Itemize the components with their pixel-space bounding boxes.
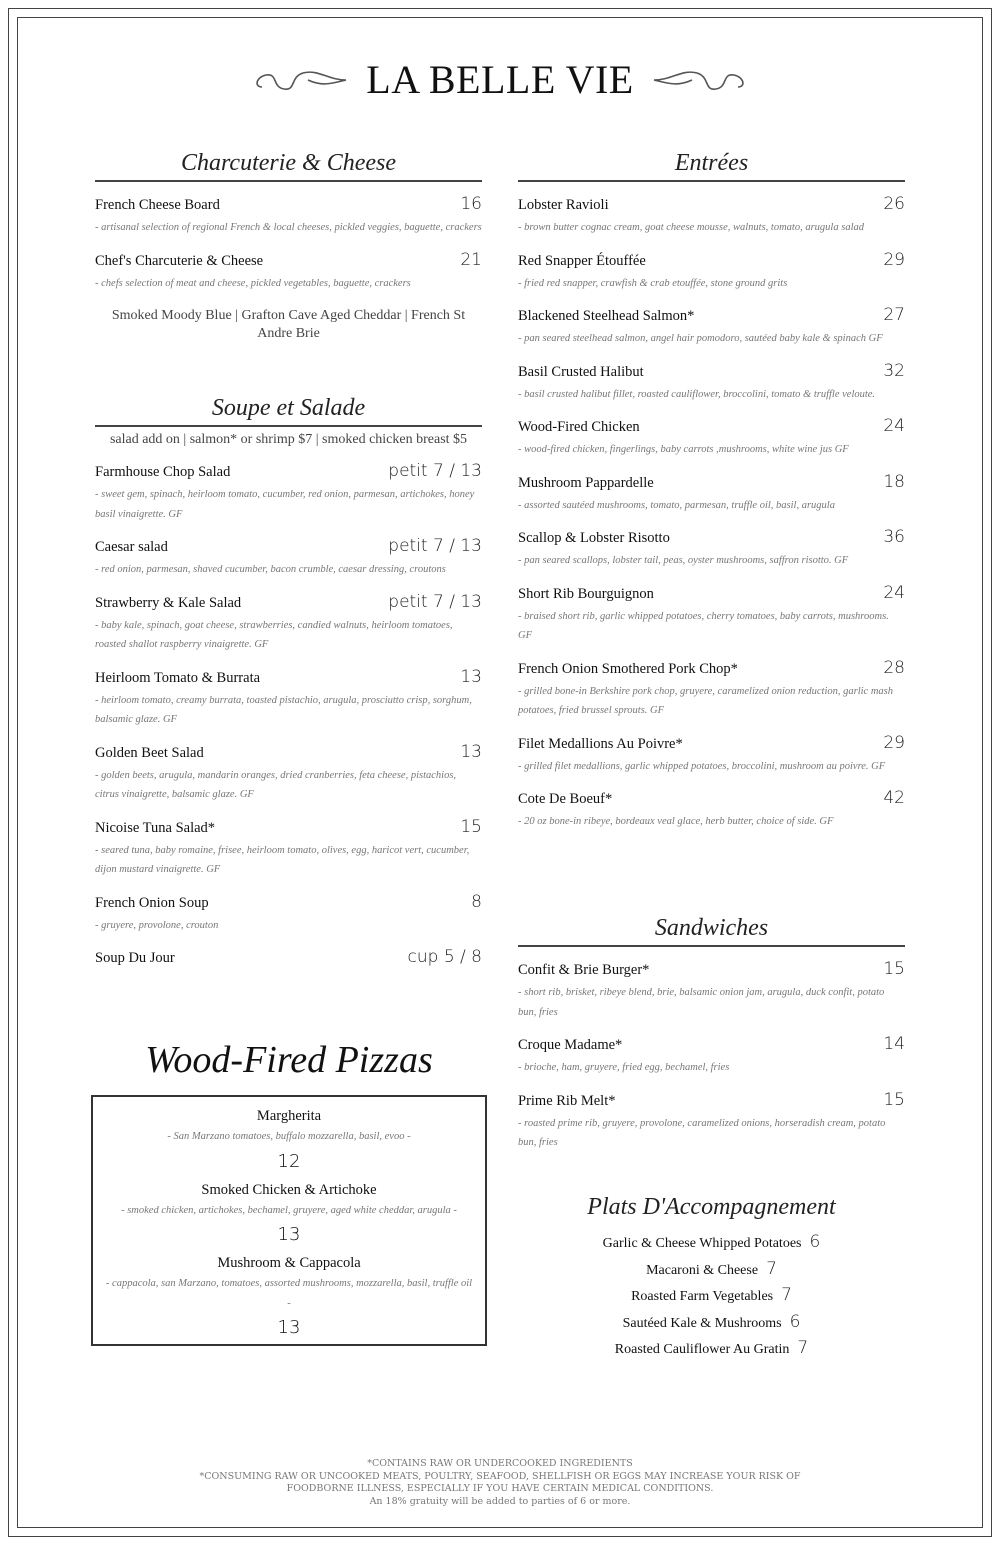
pizza-name: Mushroom & Cappacola <box>217 1255 361 1271</box>
pizza-item <box>93 1105 485 1177</box>
item-name: Red Snapper Étouffée <box>518 252 646 269</box>
item-name: Basil Crusted Halibut <box>518 363 644 380</box>
item-name: Heirloom Tomato & Burrata <box>95 669 261 686</box>
side-price: 7 <box>766 1258 777 1279</box>
item-price: 15 <box>460 816 482 837</box>
item-row <box>95 817 482 841</box>
menu-item <box>518 305 905 349</box>
item-row <box>518 472 905 496</box>
side-item <box>518 1259 905 1286</box>
sides-section <box>518 1190 905 1365</box>
item-row <box>518 305 905 329</box>
side-name: Roasted Cauliflower Au Gratin <box>614 1342 790 1357</box>
menu-item <box>95 817 482 880</box>
divider <box>95 180 482 182</box>
item-description: - assorted sautéed mushrooms, tomato, parmesan, truffle oil, basil, arugula <box>518 499 835 511</box>
item-price: 13 <box>460 741 482 762</box>
charcuterie-section <box>95 146 482 343</box>
item-description: - chefs selection of meat and cheese, pickled vegetables, baguette, crackers <box>95 277 411 289</box>
cheese-list: Smoked Moody Blue | Grafton Cave Aged Cheddar | French St Andre Brie <box>111 308 466 341</box>
side-price: 7 <box>781 1285 792 1305</box>
item-description: - golden beets, arugula, mandarin oranges, dried cranberries, feta cheese, pistachios, citrus vinaigrette, balsamic glaze. GF <box>95 769 457 800</box>
item-price: cup 5 / 8 <box>407 947 482 967</box>
item-row <box>95 194 482 218</box>
menu-item <box>518 959 905 1022</box>
section-heading: Soupe et Salade <box>211 395 366 421</box>
item-name: Blackened Steelhead Salmon* <box>518 308 695 324</box>
section-heading: Entrées <box>674 150 749 176</box>
item-description: - pan seared steelhead salmon, angel hair pomodoro, sautéed baby kale & spinach GF <box>518 333 883 344</box>
menu-item <box>95 536 482 580</box>
raw-notice: *CONTAINS RAW OR UNDERCOOKED INGREDIENTS <box>367 1458 633 1469</box>
side-name: Macaroni & Cheese <box>646 1262 759 1278</box>
menu-item <box>95 947 482 971</box>
item-name: Soup Du Jour <box>95 950 175 966</box>
menu-item <box>95 892 482 936</box>
item-price: 36 <box>883 527 905 547</box>
pizza-price: 12 <box>277 1150 301 1172</box>
sandwiches-section <box>518 911 905 1165</box>
section-heading: Plats D'Accompagnement <box>587 1194 836 1220</box>
item-description: - fried red snapper, crawfish & crab etouffée, stone ground grits <box>518 277 788 289</box>
restaurant-title <box>0 52 1000 103</box>
pizza-item <box>93 1179 485 1251</box>
pizza-name: Margherita <box>256 1108 322 1124</box>
side-name: Sautéed Kale & Mushrooms <box>622 1315 782 1331</box>
entrees-section <box>518 146 905 844</box>
menu-item <box>518 788 905 832</box>
item-row <box>518 250 905 274</box>
item-description: - seared tuna, baby romaine, frisee, heirloom tomato, olives, egg, haricot vert, cucumber, dijon mustard vinaigrette. GF <box>95 844 470 875</box>
item-price: 15 <box>883 959 905 979</box>
pizza-name: Smoked Chicken & Artichoke <box>201 1181 377 1198</box>
pizza-description: - cappacola, san Marzano, tomatoes, assorted mushrooms, mozzarella, basil, truffle oil - <box>105 1278 473 1309</box>
item-row <box>518 1034 905 1058</box>
item-price: 14 <box>883 1034 905 1054</box>
item-row <box>95 947 482 971</box>
flourish-left-icon <box>248 65 348 95</box>
item-name: Scallop & Lobster Risotto <box>518 530 670 546</box>
item-name: Strawberry & Kale Salad <box>95 594 242 611</box>
item-price: 42 <box>883 788 905 808</box>
item-price: 29 <box>883 249 905 270</box>
divider <box>518 180 905 182</box>
item-row <box>518 583 905 607</box>
menu-item <box>518 194 905 238</box>
footer-disclaimer <box>0 1458 1000 1508</box>
item-name: French Onion Soup <box>95 894 209 911</box>
pizza-item <box>93 1252 485 1343</box>
item-description: - basil crusted halibut fillet, roasted cauliflower, broccolini, tomato & truffle veloute. <box>518 388 876 400</box>
item-name: Nicoise Tuna Salad* <box>95 819 216 836</box>
side-item <box>518 1285 905 1312</box>
item-description: - heirloom tomato, creamy burrata, toasted pistachio, arugula, prosciutto crisp, sorghum, balsamic glaze. GF <box>95 694 472 725</box>
item-price: 18 <box>883 471 905 492</box>
item-name: French Cheese Board <box>95 197 220 213</box>
pizza-heading: Wood-Fired Pizzas <box>145 1039 433 1081</box>
menu-item <box>518 583 905 646</box>
item-name: Caesar salad <box>95 539 168 555</box>
item-description: - short rib, brisket, ribeye blend, brie, balsamic onion jam, arugula, duck confit, potato bun, fries <box>518 987 885 1018</box>
item-name: Filet Medallions Au Poivre* <box>518 735 683 752</box>
side-price: 6 <box>809 1232 821 1252</box>
consumer-advisory: *CONSUMING RAW OR UNCOOKED MEATS, POULTRY, SEAFOOD, SHELLFISH OR EGGS MAY INCREASE YOUR RISK OF FOODBORNE ILLNESS, ESPECIALLY IF YOU HAVE CERTAIN MEDICAL CONDITIONS. <box>199 1470 801 1494</box>
item-price: 8 <box>471 891 482 912</box>
menu-item <box>95 592 482 655</box>
divider <box>95 425 482 427</box>
item-name: Wood-Fired Chicken <box>518 419 640 435</box>
item-price: 29 <box>883 732 905 753</box>
item-name: Lobster Ravioli <box>518 197 609 213</box>
item-row <box>518 658 905 682</box>
item-description: - 20 oz bone-in ribeye, bordeaux veal glace, herb butter, choice of side. GF <box>518 816 834 827</box>
menu-item <box>518 250 905 294</box>
item-description: - wood-fired chicken, fingerlings, baby carrots ,mushrooms, white wine jus GF <box>518 444 849 455</box>
item-row <box>518 361 905 385</box>
section-heading: Charcuterie & Cheese <box>180 150 397 176</box>
pizza-description: - smoked chicken, artichokes, bechamel, gruyere, aged white cheddar, arugula - <box>121 1204 457 1216</box>
item-description: - grilled bone-in Berkshire pork chop, gruyere, caramelized onion reduction, garlic mash potatoes, fried brussel sprouts. GF <box>518 685 894 716</box>
item-row <box>95 250 482 274</box>
menu-item <box>95 194 482 238</box>
item-name: Golden Beet Salad <box>95 744 204 761</box>
soupe-section <box>95 391 482 983</box>
menu-item <box>518 733 905 777</box>
item-row <box>518 1090 905 1114</box>
item-price: 24 <box>883 582 905 603</box>
side-name: Garlic & Cheese Whipped Potatoes <box>602 1236 802 1251</box>
side-item <box>518 1338 905 1365</box>
item-description: - braised short rib, garlic whipped potatoes, cherry tomatoes, baby carrots, mushrooms. GF <box>518 610 889 641</box>
item-price: 15 <box>883 1089 905 1110</box>
item-name: French Onion Smothered Pork Chop* <box>518 660 738 677</box>
item-name: Farmhouse Chop Salad <box>95 464 231 480</box>
item-row <box>95 742 482 766</box>
side-item <box>518 1232 905 1259</box>
section-heading: Sandwiches <box>654 915 769 941</box>
item-price: 28 <box>883 657 905 678</box>
item-description: - artisanal selection of regional French & local cheeses, pickled veggies, baguette, crackers <box>95 222 482 233</box>
item-row <box>518 733 905 757</box>
item-price: 13 <box>460 666 482 687</box>
menu-item <box>518 361 905 405</box>
item-description: - brioche, ham, gruyere, fried egg, bechamel, fries <box>518 1062 730 1073</box>
side-item <box>518 1312 905 1339</box>
item-description: - sweet gem, spinach, heirloom tomato, cucumber, red onion, parmesan, artichokes, honey basil vinaigrette. GF <box>95 489 475 520</box>
item-description: - roasted prime rib, gruyere, provolone, caramelized onions, horseradish cream, potato bun, fries <box>518 1117 886 1148</box>
item-name: Chef's Charcuterie & Cheese <box>95 252 264 269</box>
item-row <box>95 536 482 560</box>
pizza-description: - San Marzano tomatoes, buffalo mozzarella, basil, evoo - <box>167 1131 411 1142</box>
pizza-box <box>91 1095 487 1346</box>
item-row <box>95 461 482 485</box>
item-description: - gruyere, provolone, crouton <box>95 919 219 931</box>
gratuity-note: An 18% gratuity will be added to parties of 6 or more. <box>369 1495 631 1507</box>
item-price: 16 <box>460 194 482 214</box>
menu-item <box>95 461 482 524</box>
menu-item <box>518 1090 905 1153</box>
item-row <box>518 194 905 218</box>
item-description: - grilled filet medallions, garlic whipped potatoes, broccolini, mushroom au poivre. GF <box>518 760 886 772</box>
item-price: 21 <box>460 249 482 270</box>
menu-item <box>518 658 905 721</box>
item-row <box>518 527 905 551</box>
restaurant-name: LA BELLE VIE <box>366 57 634 103</box>
item-name: Confit & Brie Burger* <box>518 962 650 978</box>
pizza-price: 13 <box>277 1317 301 1338</box>
side-price: 6 <box>789 1311 801 1332</box>
menu-item <box>518 416 905 460</box>
item-name: Short Rib Bourguignon <box>518 585 654 602</box>
item-description: - brown butter cognac cream, goat cheese mousse, walnuts, tomato, arugula salad <box>518 222 864 233</box>
menu-item <box>518 472 905 516</box>
menu-item <box>95 250 482 294</box>
item-description: - baby kale, spinach, goat cheese, strawberries, candied walnuts, heirloom tomatoes, roasted shallot raspberry vinaigrette. GF <box>95 619 453 650</box>
side-name: Roasted Farm Vegetables <box>631 1289 774 1304</box>
item-row <box>518 959 905 983</box>
item-row <box>95 892 482 916</box>
item-name: Croque Madame* <box>518 1037 623 1053</box>
menu-item <box>518 1034 905 1078</box>
pizza-price: 13 <box>277 1224 301 1245</box>
menu-item <box>95 742 482 805</box>
item-row <box>95 667 482 691</box>
item-price: petit 7 / 13 <box>388 536 482 556</box>
item-name: Cote De Boeuf* <box>518 791 613 807</box>
item-price: petit 7 / 13 <box>388 591 482 612</box>
item-price: petit 7 / 13 <box>388 461 482 481</box>
item-description: - pan seared scallops, lobster tail, peas, oyster mushrooms, saffron risotto. GF <box>518 555 849 566</box>
item-row <box>518 416 905 440</box>
item-name: Prime Rib Melt* <box>518 1092 616 1109</box>
menu-item <box>518 527 905 571</box>
item-name: Mushroom Pappardelle <box>518 474 654 491</box>
item-price: 26 <box>883 194 905 214</box>
side-price: 7 <box>797 1338 809 1358</box>
item-price: 27 <box>883 305 905 325</box>
menu-item <box>95 667 482 730</box>
item-description: - red onion, parmesan, shaved cucumber, bacon crumble, caesar dressing, croutons <box>95 564 446 575</box>
item-price: 24 <box>883 416 905 436</box>
item-row <box>518 788 905 812</box>
item-price: 32 <box>883 360 905 381</box>
item-row <box>95 592 482 616</box>
flourish-right-icon <box>652 65 752 95</box>
salad-addon-note: salad add on | salmon* or shrimp $7 | smoked chicken breast $5 <box>109 432 468 447</box>
divider <box>518 945 905 947</box>
